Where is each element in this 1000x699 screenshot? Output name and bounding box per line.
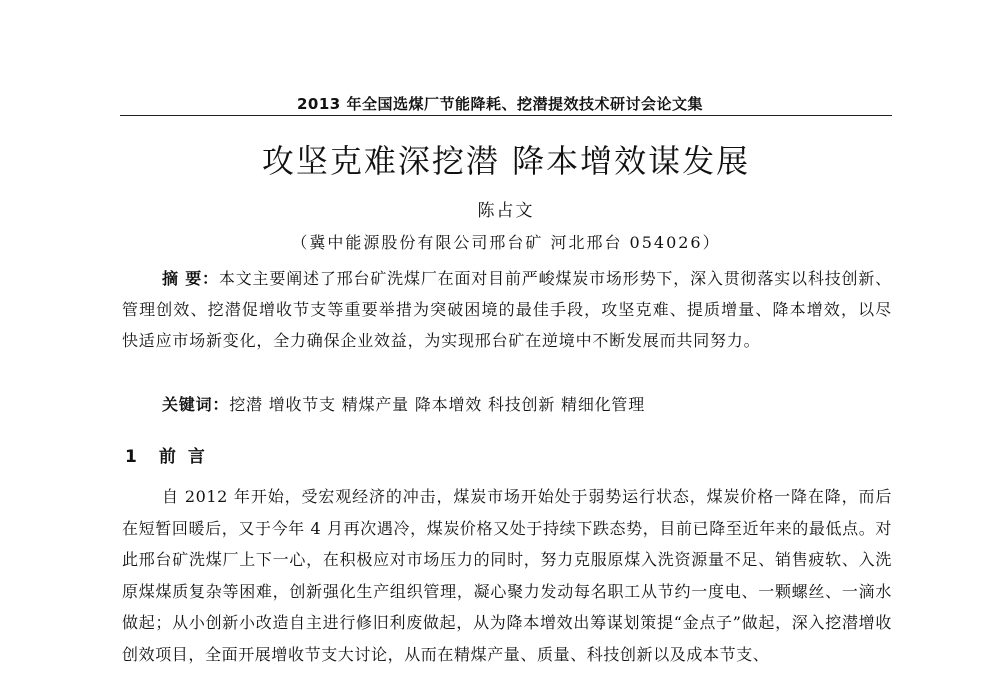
section-heading bbox=[125, 442, 217, 467]
section-title: 前言 bbox=[158, 447, 217, 467]
header-rule bbox=[120, 115, 892, 116]
keywords-text: 挖潜 增收节支 精煤产量 降本增效 科技创新 精细化管理 bbox=[229, 395, 646, 414]
body-paragraph: 自 2012 年开始，受宏观经济的冲击，煤炭市场开始处于弱势运行状态，煤炭价格一降在降，而后在短暂回暖后，又于今年 4 月再次遇冷，煤炭价格又处于持续下跌态势，目前已降至近年来的最低点。对此邢台矿洗煤厂上下一心，在积极应对市场压力的同时，努力克服原煤入洗资源量不足、销售疲软、入洗原煤煤质复杂等困难，创新强化生产组织管理，凝心聚力发动每名职工从节约一度电、一颗螺丝、一滴水做起；从小创新小改造自主进行修旧利废做起，从为降本增效出筹谋划策提“金点子”做起，深入挖潜增收创效项目，全面开展增收节支大讨论，从而在精煤产量、质量、科技创新以及成本节支、 bbox=[122, 487, 892, 664]
abstract-text: 本文主要阐述了邢台矿洗煤厂在面对目前严峻煤炭市场形势下，深入贯彻落实以科技创新、管理创效、挖潜促增收节支等重要举措为突破困境的最佳手段，攻坚克难、提质增量、降本增效，以尽快适应市场新变化，全力确保企业效益，为实现邢台矿在逆境中不断发展而共同努力。 bbox=[122, 269, 892, 350]
keywords-label: 关键词： bbox=[162, 395, 230, 414]
running-header: 2013 年全国选煤厂节能降耗、挖潜提效技术研讨会论文集 bbox=[297, 95, 703, 113]
author-name: 陈占文 bbox=[477, 201, 535, 221]
keywords bbox=[162, 392, 892, 415]
abstract bbox=[122, 263, 892, 356]
section-number: 1 bbox=[125, 447, 137, 467]
abstract-label: 摘 要： bbox=[162, 269, 219, 288]
paper-title: 攻坚克难深挖潜 降本增效谋发展 bbox=[261, 142, 751, 180]
author-affiliation: （冀中能源股份有限公司邢台矿 河北邢台 054026） bbox=[291, 233, 721, 252]
